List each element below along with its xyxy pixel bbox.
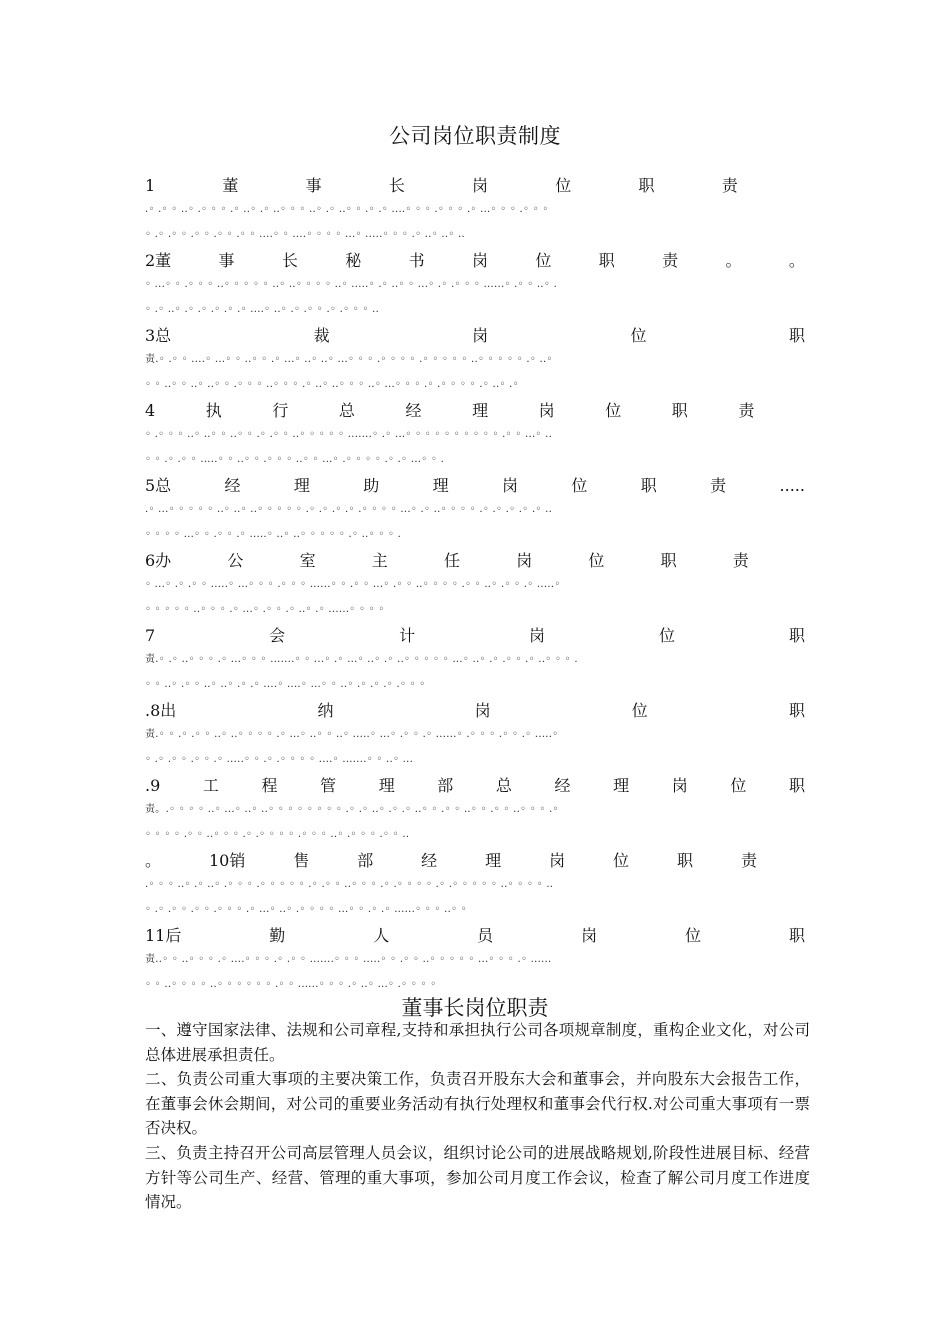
toc-heading-char: 位 (571, 476, 588, 495)
toc-heading-char: 勤 (269, 926, 286, 945)
toc-heading-char: 。 (145, 851, 162, 870)
toc-heading-char: 经 (405, 401, 422, 420)
toc-leader-dots: ◦ ◦ ..◦ ◦ ◦ ◦ ..◦ ◦ ◦ ◦ ◦ ◦ .◦ ◦ ......◦ ◦ ◦ .◦ ..◦ ...◦ .◦ ◦ ◦ ◦ (145, 979, 437, 990)
toc-heading-char: 位 (730, 776, 747, 795)
toc-heading-char: 裁 (313, 326, 330, 345)
toc-heading-char: 长 (281, 251, 298, 270)
table-of-contents (145, 175, 805, 1000)
toc-entry[interactable] (145, 850, 805, 925)
toc-entry-heading (145, 175, 805, 197)
toc-heading-char: 责 (662, 251, 679, 270)
toc-heading-char: 理 (472, 401, 489, 420)
toc-heading-char: 3总 (145, 326, 172, 345)
toc-heading-char: 部 (437, 776, 454, 795)
toc-entry[interactable] (145, 400, 805, 475)
toc-heading-char: 岗 (472, 176, 489, 195)
toc-heading-char: ..... (779, 476, 805, 495)
toc-leader-dots: ◦ .◦ .◦ ◦ .◦ ◦ .◦ ◦ .◦ ◦ ....◦ ◦ ....◦ ◦ ◦ ◦ ...◦ .....◦ ◦ ◦ .◦ ..◦ ..◦ .. (145, 229, 465, 240)
toc-heading-char: 岗 (671, 776, 688, 795)
toc-heading-char: 理 (378, 776, 395, 795)
toc-heading-char: 工 (202, 776, 219, 795)
toc-heading-char: 岗 (549, 851, 566, 870)
toc-leader-dots: ◦ ◦ ..◦ ◦ ..◦ ..◦ ◦ .◦ ◦ ◦ ..◦ ◦ ◦ .◦ ..◦ ..◦ ◦ ◦ ..◦ ...◦ ◦ ◦ .◦ .◦ ◦ ◦ ◦ .◦ ..◦ .◦ (145, 379, 519, 390)
toc-heading-char: 6办 (145, 551, 172, 570)
toc-heading-char: 公 (227, 551, 244, 570)
toc-entry[interactable] (145, 625, 805, 700)
toc-leader-dots: ◦ ...◦ ◦ .◦ ◦ ◦ ..◦ ◦ ◦ ◦ ◦ ..◦ ..◦ ◦ ◦ ◦ ..◦ .....◦ .◦ ..◦ ◦ ...◦ .◦ .◦ ◦ ◦ ......◦ .◦ ◦ ..◦ . (145, 279, 558, 290)
toc-entry-heading (145, 925, 805, 947)
toc-leader-dots: .◦ .◦ ◦ ..◦ .◦ ◦ ◦ .◦ ..◦ .◦ ..◦ ◦ ◦ ..◦ .◦ ..◦ ◦ .◦ .◦ ....◦ ◦ ◦ .◦ ◦ ◦ .◦ ...◦ ◦ ◦ .◦ ◦ ◦ (145, 204, 549, 215)
toc-leader-dots: 责.◦ .◦ ◦ ....◦ ...◦ ◦ ..◦ ◦ .◦ ...◦ ..◦ ..◦ ...◦ ◦ ◦ .◦ ◦ ◦ ◦ .◦ ◦ ◦ ◦ ◦ ..◦ ◦ ◦ ◦ ◦ .◦ ..◦ (145, 354, 553, 365)
toc-entry-heading (145, 775, 805, 797)
toc-heading-char: 总 (495, 776, 512, 795)
paragraph: 三、负责主持召开公司高层管理人员会议，组织讨论公司的进展战略规划,阶段性进展目标、经营方针等公司生产、经营、管理的重大事项，参加公司月度工作会议，检查了解公司月度工作进度情况。 (145, 1143, 810, 1212)
toc-heading-char: 职 (638, 176, 655, 195)
toc-heading-char: 事 (305, 176, 322, 195)
toc-entry-heading (145, 250, 805, 272)
toc-leader-dots: ◦ .◦ ..◦ .◦ .◦ .◦ .◦ .◦ ....◦ ..◦ .◦ .◦ ◦ .◦ .◦ ◦ ◦ .. (145, 304, 380, 315)
toc-heading-char: 理 (432, 476, 449, 495)
toc-heading-char: 售 (293, 851, 310, 870)
toc-heading-char: 职 (788, 326, 805, 345)
toc-heading-char: 经 (224, 476, 241, 495)
toc-entry[interactable] (145, 925, 805, 1000)
toc-entry-heading (145, 700, 805, 722)
toc-heading-char: 管 (320, 776, 337, 795)
toc-heading-char: 职 (671, 401, 688, 420)
toc-leader-dots: ◦ ◦ .◦ .◦ ◦ .....◦ ◦ ..◦ ◦ .◦ ◦ ◦ ..◦ ◦ ...◦ .◦ ◦ ◦ ◦ .◦ .◦ ...◦ ◦ . (145, 454, 445, 465)
toc-heading-char: 位 (631, 701, 648, 720)
toc-entry[interactable] (145, 550, 805, 625)
toc-heading-char: 事 (218, 251, 235, 270)
toc-entry-heading (145, 850, 805, 872)
toc-heading-char: 职 (788, 926, 805, 945)
toc-heading-char: 岗 (472, 326, 489, 345)
toc-heading-char: 助 (363, 476, 380, 495)
toc-entry-heading (145, 400, 805, 422)
toc-heading-char: 纳 (317, 701, 334, 720)
toc-heading-char: 岗 (516, 551, 533, 570)
toc-heading-char: 程 (261, 776, 278, 795)
toc-heading-char: 岗 (581, 926, 598, 945)
toc-leader-dots: ◦ ◦ ◦ ◦ .◦ ◦ ..◦ ◦ ◦ .◦ .◦ ◦ ◦ ◦ .◦ ◦ ◦ ..◦ .◦ ◦ ◦ .◦ ◦ .. (145, 829, 410, 840)
toc-heading-char: 位 (588, 551, 605, 570)
toc-heading-char: 责 (721, 176, 738, 195)
toc-heading-char: 4 (145, 401, 156, 420)
toc-heading-char: 位 (685, 926, 702, 945)
toc-leader-dots: ◦ .◦ .◦ ◦ .◦ ◦ .◦ .....◦ ◦ .◦ .◦ ◦ ◦ ◦ ....◦ .......◦ ◦ ..◦ ... (145, 754, 414, 765)
section-body (145, 1018, 810, 1215)
toc-heading-char: 2董 (145, 251, 172, 270)
toc-heading-char: 岗 (474, 701, 491, 720)
toc-heading-char: 职 (660, 551, 677, 570)
toc-heading-char: 执 (205, 401, 222, 420)
toc-heading-char: 人 (373, 926, 390, 945)
toc-heading-char: 董 (222, 176, 239, 195)
section-title: 董事长岗位职责 (401, 996, 549, 1020)
toc-heading-char: 经 (421, 851, 438, 870)
toc-heading-char: 1 (145, 176, 156, 195)
toc-leader-dots: ◦ ...◦ .◦ .◦ ◦ .....◦ ...◦ ◦ ◦ .◦ ◦ ◦ ......◦ ◦ .◦ ◦ ...◦ .◦ ◦ ..◦ ◦ ◦ ◦ .◦ ◦ ..◦ .◦ ◦ .◦ .....◦ (145, 579, 561, 590)
toc-leader-dots: ◦ .◦ ◦ ◦ ..◦ ..◦ ◦ ..◦ ◦ .◦ .◦ ◦ ..◦ ◦ ◦ ◦ ◦ .......◦ .◦ ...◦ ◦ ◦ ◦ ◦ ◦ ◦ ◦ ◦ ◦ .◦ ◦ ...◦ .. (145, 429, 553, 440)
toc-heading-char: .8出 (145, 701, 177, 720)
toc-entry[interactable] (145, 700, 805, 775)
toc-leader-dots: 责..◦ ◦ ..◦ ◦ ◦ .◦ ....◦ ◦ ◦ .◦ .◦ ◦ .......◦ ◦ ◦ .....◦ ◦ .◦ ◦ ..◦ ◦ ◦ ◦ ◦ ...◦ ◦ ◦ .◦ ...... (145, 954, 552, 965)
toc-entry[interactable] (145, 475, 805, 550)
toc-leader-dots: 责.◦ .◦ ..◦ ◦ ◦ .◦ ...◦ ◦ ◦ .......◦ ◦ ...◦ .◦ ...◦ ..◦ .◦ ..◦ ◦ ◦ ◦ ◦ ...◦ ..◦ .◦ .◦ ◦ .◦ ..◦ ◦ ◦ . (145, 654, 578, 665)
toc-heading-char: 计 (399, 626, 416, 645)
toc-heading-char: 理 (613, 776, 630, 795)
toc-heading-char: 理 (485, 851, 502, 870)
toc-heading-char: 位 (605, 401, 622, 420)
toc-heading-char: 长 (388, 176, 405, 195)
toc-heading-char: 经 (554, 776, 571, 795)
toc-heading-char: 会 (269, 626, 286, 645)
toc-heading-char: .9 (145, 776, 161, 795)
toc-heading-char: 职 (788, 701, 805, 720)
toc-heading-char: 岗 (472, 251, 489, 270)
toc-entry[interactable] (145, 250, 805, 325)
toc-heading-char: 责 (738, 401, 755, 420)
toc-heading-char: 位 (555, 176, 572, 195)
paragraph: 一、遵守国家法律、法规和公司章程,支持和承担执行公司各项规章制度，重构企业文化，对公司总体进展承担责任。 (145, 1021, 810, 1064)
toc-heading-char: 部 (357, 851, 374, 870)
toc-leader-dots: ◦ .◦ .◦ ◦ .◦ ◦ .◦ ◦ ◦ .◦ ...◦ ..◦ .◦ ◦ ◦ ◦ ...◦ ◦ .◦ .◦ ......◦ ◦ ◦ ..◦ ◦ (145, 904, 467, 915)
toc-heading-char: 书 (408, 251, 425, 270)
toc-heading-char: 。 (788, 251, 805, 270)
toc-leader-dots: .◦ ...◦ ◦ ◦ ◦ ◦ ..◦ ..◦ ..◦ ◦ ◦ ◦ ◦ .◦ .◦ .◦ .◦ .◦ ◦ ◦ ◦ ...◦ .◦ ..◦ ◦ ◦ ◦ .◦ .◦ .◦ .◦ .◦ .. (145, 504, 553, 515)
toc-heading-char: 室 (299, 551, 316, 570)
toc-entry[interactable] (145, 175, 805, 250)
toc-heading-char: 任 (443, 551, 460, 570)
toc-heading-char: 岗 (502, 476, 519, 495)
toc-entry[interactable] (145, 775, 805, 850)
toc-heading-char: 位 (613, 851, 630, 870)
toc-heading-char: 总 (338, 401, 355, 420)
toc-heading-char: 职 (788, 776, 805, 795)
toc-entry-heading (145, 475, 805, 497)
toc-heading-char: 主 (371, 551, 388, 570)
toc-leader-dots: .◦ ◦ ◦ ..◦ .◦ ..◦ .◦ ◦ ◦ .◦ ◦ ◦ ◦ ◦ .◦ .◦ ◦ ..◦ ◦ ◦ .◦ .◦ ◦ ◦ ◦ .◦ .◦ ◦ ◦ ◦ ◦ ..◦ ◦ ◦ ◦ .. (145, 879, 554, 890)
toc-entry-heading (145, 325, 805, 347)
toc-heading-char: 责 (740, 851, 757, 870)
toc-heading-char: 职 (676, 851, 693, 870)
toc-heading-char: 职 (598, 251, 615, 270)
toc-heading-char: 位 (535, 251, 552, 270)
toc-heading-char: 。 (725, 251, 742, 270)
paragraph: 二、负责公司重大事项的主要决策工作，负责召开股东大会和董事会，并向股东大会报告工作，在董事会休会期间，对公司的重要业务活动有执行处理权和董事会代行权.对公司重大事项有一票否决权。 (145, 1070, 810, 1138)
toc-heading-char: 岗 (538, 401, 555, 420)
toc-leader-dots: ◦ ◦ ◦ ◦ ◦ ..◦ ◦ ◦ .◦ ...◦ .◦ ◦ .◦ ..◦ .◦ ......◦ ◦ ◦ ◦ (145, 604, 385, 615)
toc-heading-char: 责 (732, 551, 749, 570)
toc-entry-heading (145, 550, 805, 572)
toc-heading-char: 岗 (529, 626, 546, 645)
toc-heading-char: 职 (788, 626, 805, 645)
toc-heading-char: 7 (145, 626, 156, 645)
toc-heading-char: 位 (658, 626, 675, 645)
toc-entry-heading (145, 625, 805, 647)
toc-heading-char: 职 (640, 476, 657, 495)
toc-heading-char: 理 (293, 476, 310, 495)
toc-heading-char: 责 (710, 476, 727, 495)
toc-heading-char: 行 (272, 401, 289, 420)
toc-heading-char: 5总 (145, 476, 172, 495)
toc-leader-dots: 责。.◦ ◦ ◦ ◦ ..◦ ...◦ ..◦ ..◦ ◦ ◦ ◦ ◦ ◦ ◦ ◦ .◦ .◦ ..◦ .◦ .◦ ..◦ ◦ .◦ ◦ ..◦ ◦ .◦ ◦ ..◦ ◦ ◦ .◦ (145, 804, 559, 815)
document-title: 公司岗位职责制度 (389, 124, 561, 148)
toc-leader-dots: ◦ ◦ ..◦ .◦ ◦ ..◦ ..◦ .◦ .◦ ....◦ ....◦ ...◦ ◦ ..◦ .◦ .◦ .◦ .◦ ◦ ◦ (145, 679, 426, 690)
toc-heading-char: 秘 (345, 251, 362, 270)
toc-heading-char: 10销 (208, 851, 246, 870)
toc-heading-char: 11后 (145, 926, 182, 945)
toc-heading-char: 员 (477, 926, 494, 945)
toc-entry[interactable] (145, 325, 805, 400)
toc-heading-char: 位 (630, 326, 647, 345)
toc-leader-dots: ◦ ◦ ◦ ◦ ...◦ ◦ .◦ ◦ .◦ .....◦ ..◦ ..◦ ◦ ◦ ◦ ◦ .◦ ..◦ ◦ ◦ . (145, 529, 402, 540)
toc-leader-dots: 责.◦ ◦ .◦ .◦ ◦ ..◦ ..◦ ◦ ◦ ◦ .◦ ...◦ ..◦ ◦ ..◦ .....◦ ...◦ .◦ ◦ .◦ ......◦ .◦ ◦ ◦ .◦ ◦ .◦ .....◦ (145, 729, 559, 740)
